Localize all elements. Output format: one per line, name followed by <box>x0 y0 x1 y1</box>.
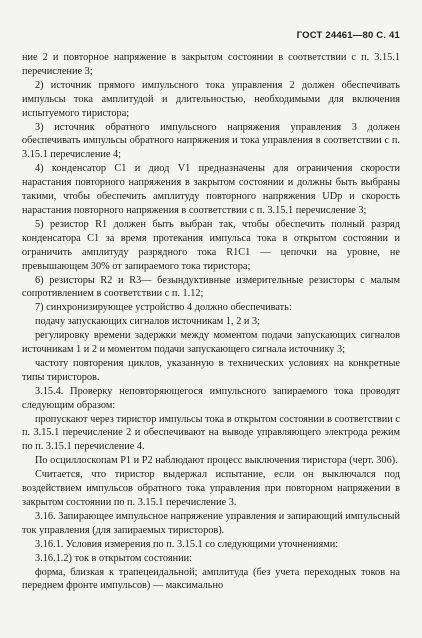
paragraph: пропускают через тиристор импульсы тока в открытом состоянии в соответствии с п. 3.15.1 перечисление 2 и обеспечивают на выводе управляющего электрода режим по п. 3.15.1 перечисление 4. <box>22 413 400 453</box>
paragraph: регулировку времени задержки между моментом подачи запускающих сигналов источникам 1 и 2 и моментом подачи запускающего сигнала источнику 3; <box>22 330 400 356</box>
paragraph: 5) резистор R1 должен быть выбран так, чтобы обеспечить полный разряд конденсатора С1 за время протекания импульса тока в открытом состоянии и ограничить амплитуду разрядного тока R1С1 — цепочки на уровне, не превышающем 30% от запираемого тока тиристора; <box>22 218 400 272</box>
paragraph: 6) резисторы R2 и R3— безындуктивные измерительные резисторы с малым сопротивлением в соответствии с п. 1.12; <box>22 274 400 300</box>
paragraph: По осциллоскопам Р1 и Р2 наблюдают процесс выключения тиристора (черт. 306). <box>35 455 398 467</box>
paragraph: частоту повторения циклов, указанную в технических условиях на конкретные типы тиристоров. <box>22 357 400 383</box>
paragraph: 3.16.1. Условия измерения по п. 3.15.1 со следующими уточнениями: <box>35 538 339 550</box>
paragraph: 3) источник обратного импульсного напряжения управления 3 должен обеспечивать импульсы обратного напряжения и тока управления в соответствии с п. 3.15.1 перечисление 4; <box>22 121 400 161</box>
paragraph: 3.16.1.2) ток в открытом состоянии: <box>35 552 192 564</box>
paragraph: Считается, что тиристор выдержал испытание, если он выключался под воздействием импульсов обратного тока управления при повторном напряжении в закрытом состоянии по п. 3.15.1 перечисление 3. <box>22 469 400 508</box>
paragraph: 3.15.4. Проверку неповторяющегося импульсного запираемого тока проводят следующим образом: <box>22 385 400 411</box>
paragraph: 3.16. Запирающее импульсное напряжение управления и запирающий импульсный ток управления (для запираемых тиристоров). <box>22 510 400 536</box>
paragraph: форма, близкая к трапецеидальной; амплитуда (без учета переходных токов на переднем фронте импульсов) — максимально <box>22 566 400 592</box>
document-body <box>22 51 400 593</box>
paragraph: 4) конденсатор С1 и диод V1 предназначены для ограничения скорости нарастания повторного напряжения в закрытом состоянии и должны быть выбраны такими, чтобы обеспечить амплитуду повторного напряжения UDp и скорость нарастания повторного напряжения в соответствии с п. 3.15.1 перечисление 3; <box>22 163 400 216</box>
paragraph: 2) источник прямого импульсного тока управления 2 должен обеспечивать импульсы тока амплитудой и длительностью, необходимыми для включения испытуемого тиристора; <box>22 79 400 119</box>
paragraph: ние 2 и повторное напряжение в закрытом состоянии в соответствии с п. 3.15.1 перечисление 3; <box>22 52 400 77</box>
paragraph: 7) синхронизирующее устройство 4 должно обеспечивать: <box>35 302 292 314</box>
page-header: ГОСТ 24461—80 С. 41 <box>296 30 400 41</box>
paragraph: подачу запускающих сигналов источникам 1, 2 и 3; <box>35 316 261 328</box>
